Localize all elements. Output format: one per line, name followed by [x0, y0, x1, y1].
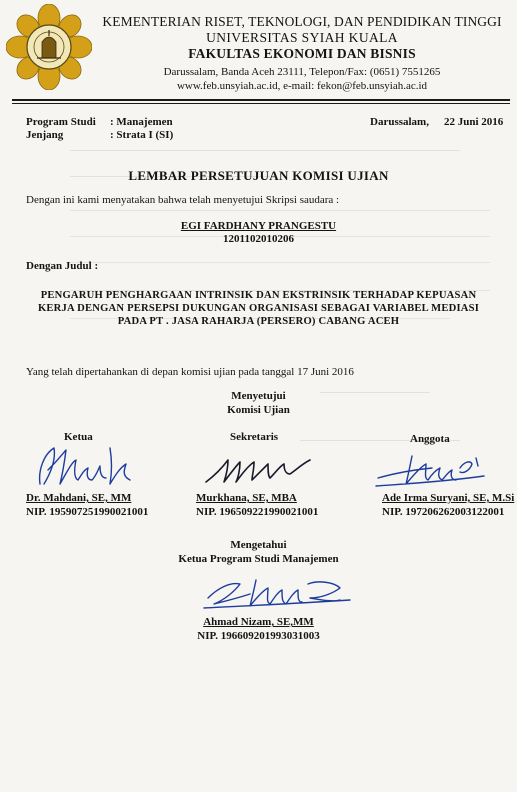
jenjang-value: : Strata I (SI) — [110, 129, 174, 141]
known-position: Ketua Program Studi Manajemen — [178, 553, 339, 565]
ketua-signature-icon — [30, 440, 140, 492]
document-title: LEMBAR PERSETUJUAN KOMISI UJIAN — [128, 168, 389, 183]
defense-statement: Yang telah dipertahankan di depan komisi ujian pada tanggal 17 Juni 2016 — [26, 366, 354, 378]
sekretaris-signature-icon — [200, 446, 320, 490]
university-logo-icon — [6, 4, 92, 90]
thesis-title-line-3: PADA PT . JASA RAHARJA (PERSERO) CABANG ACEH — [117, 316, 400, 327]
intro-statement: Dengan ini kami menyatakan bahwa telah menyetujui Skripsi saudara : — [26, 194, 340, 206]
anggota-name: Ade Irma Suryani, SE, M.Si — [382, 492, 515, 504]
student-name: EGI FARDHANY PRANGESTU — [180, 220, 337, 232]
anggota-signature-icon — [372, 446, 492, 492]
thesis-title-line-2: KERJA DENGAN PERSEPSI DUKUNGAN ORGANISASI SEBAGAI VARIABEL MEDIASI — [37, 303, 480, 314]
judul-label: Dengan Judul : — [26, 260, 99, 272]
sekretaris-nip: NIP. 196509221990021001 — [196, 506, 319, 518]
program-value: : Manajemen — [110, 116, 173, 128]
approval-heading: Menyetujui — [231, 390, 286, 402]
ministry-name: KEMENTERIAN RISET, TEKNOLOGI, DAN PENDIDIKAN TINGGI — [102, 14, 502, 29]
student-nim: 1201102010206 — [223, 233, 294, 245]
anggota-nip: NIP. 197206262003122001 — [382, 506, 505, 518]
head-of-program-name: Ahmad Nizam, SE,MM — [203, 616, 314, 628]
faculty-address: Darussalam, Banda Aceh 23111, Telepon/Fax: (0651) 7551265 — [163, 66, 441, 78]
approval-committee: Komisi Ujian — [227, 404, 290, 416]
letterhead-rule-thick — [12, 99, 510, 101]
program-label: Program Studi — [26, 116, 96, 128]
university-name: UNIVERSITAS SYIAH KUALA — [206, 30, 398, 45]
ketua-name: Dr. Mahdani, SE, MM — [26, 492, 132, 504]
sekretaris-name: Murkhana, SE, MBA — [196, 492, 297, 504]
head-of-program-signature-icon — [200, 570, 360, 614]
letterhead-rule-thin — [12, 103, 510, 104]
sekretaris-role: Sekretaris — [230, 431, 279, 443]
faculty-web-email: www.feb.unsyiah.ac.id, e-mail: fekon@feb.unsyiah.ac.id — [176, 80, 428, 92]
jenjang-label: Jenjang — [26, 129, 64, 141]
letter-date: 22 Juni 2016 — [444, 116, 504, 128]
faculty-name: FAKULTAS EKONOMI DAN BISNIS — [188, 46, 416, 61]
ketua-nip: NIP. 195907251990021001 — [26, 506, 149, 518]
known-heading: Mengetahui — [230, 539, 287, 551]
anggota-role: Anggota — [410, 433, 450, 445]
letter-place: Darussalam, — [370, 116, 429, 128]
ketua-role: Ketua — [64, 431, 93, 443]
head-of-program-nip: NIP. 196609201993031003 — [197, 630, 320, 642]
thesis-title-line-1: PENGARUH PENGHARGAAN INTRINSIK DAN EKSTRINSIK TERHADAP KEPUASAN — [40, 290, 477, 301]
